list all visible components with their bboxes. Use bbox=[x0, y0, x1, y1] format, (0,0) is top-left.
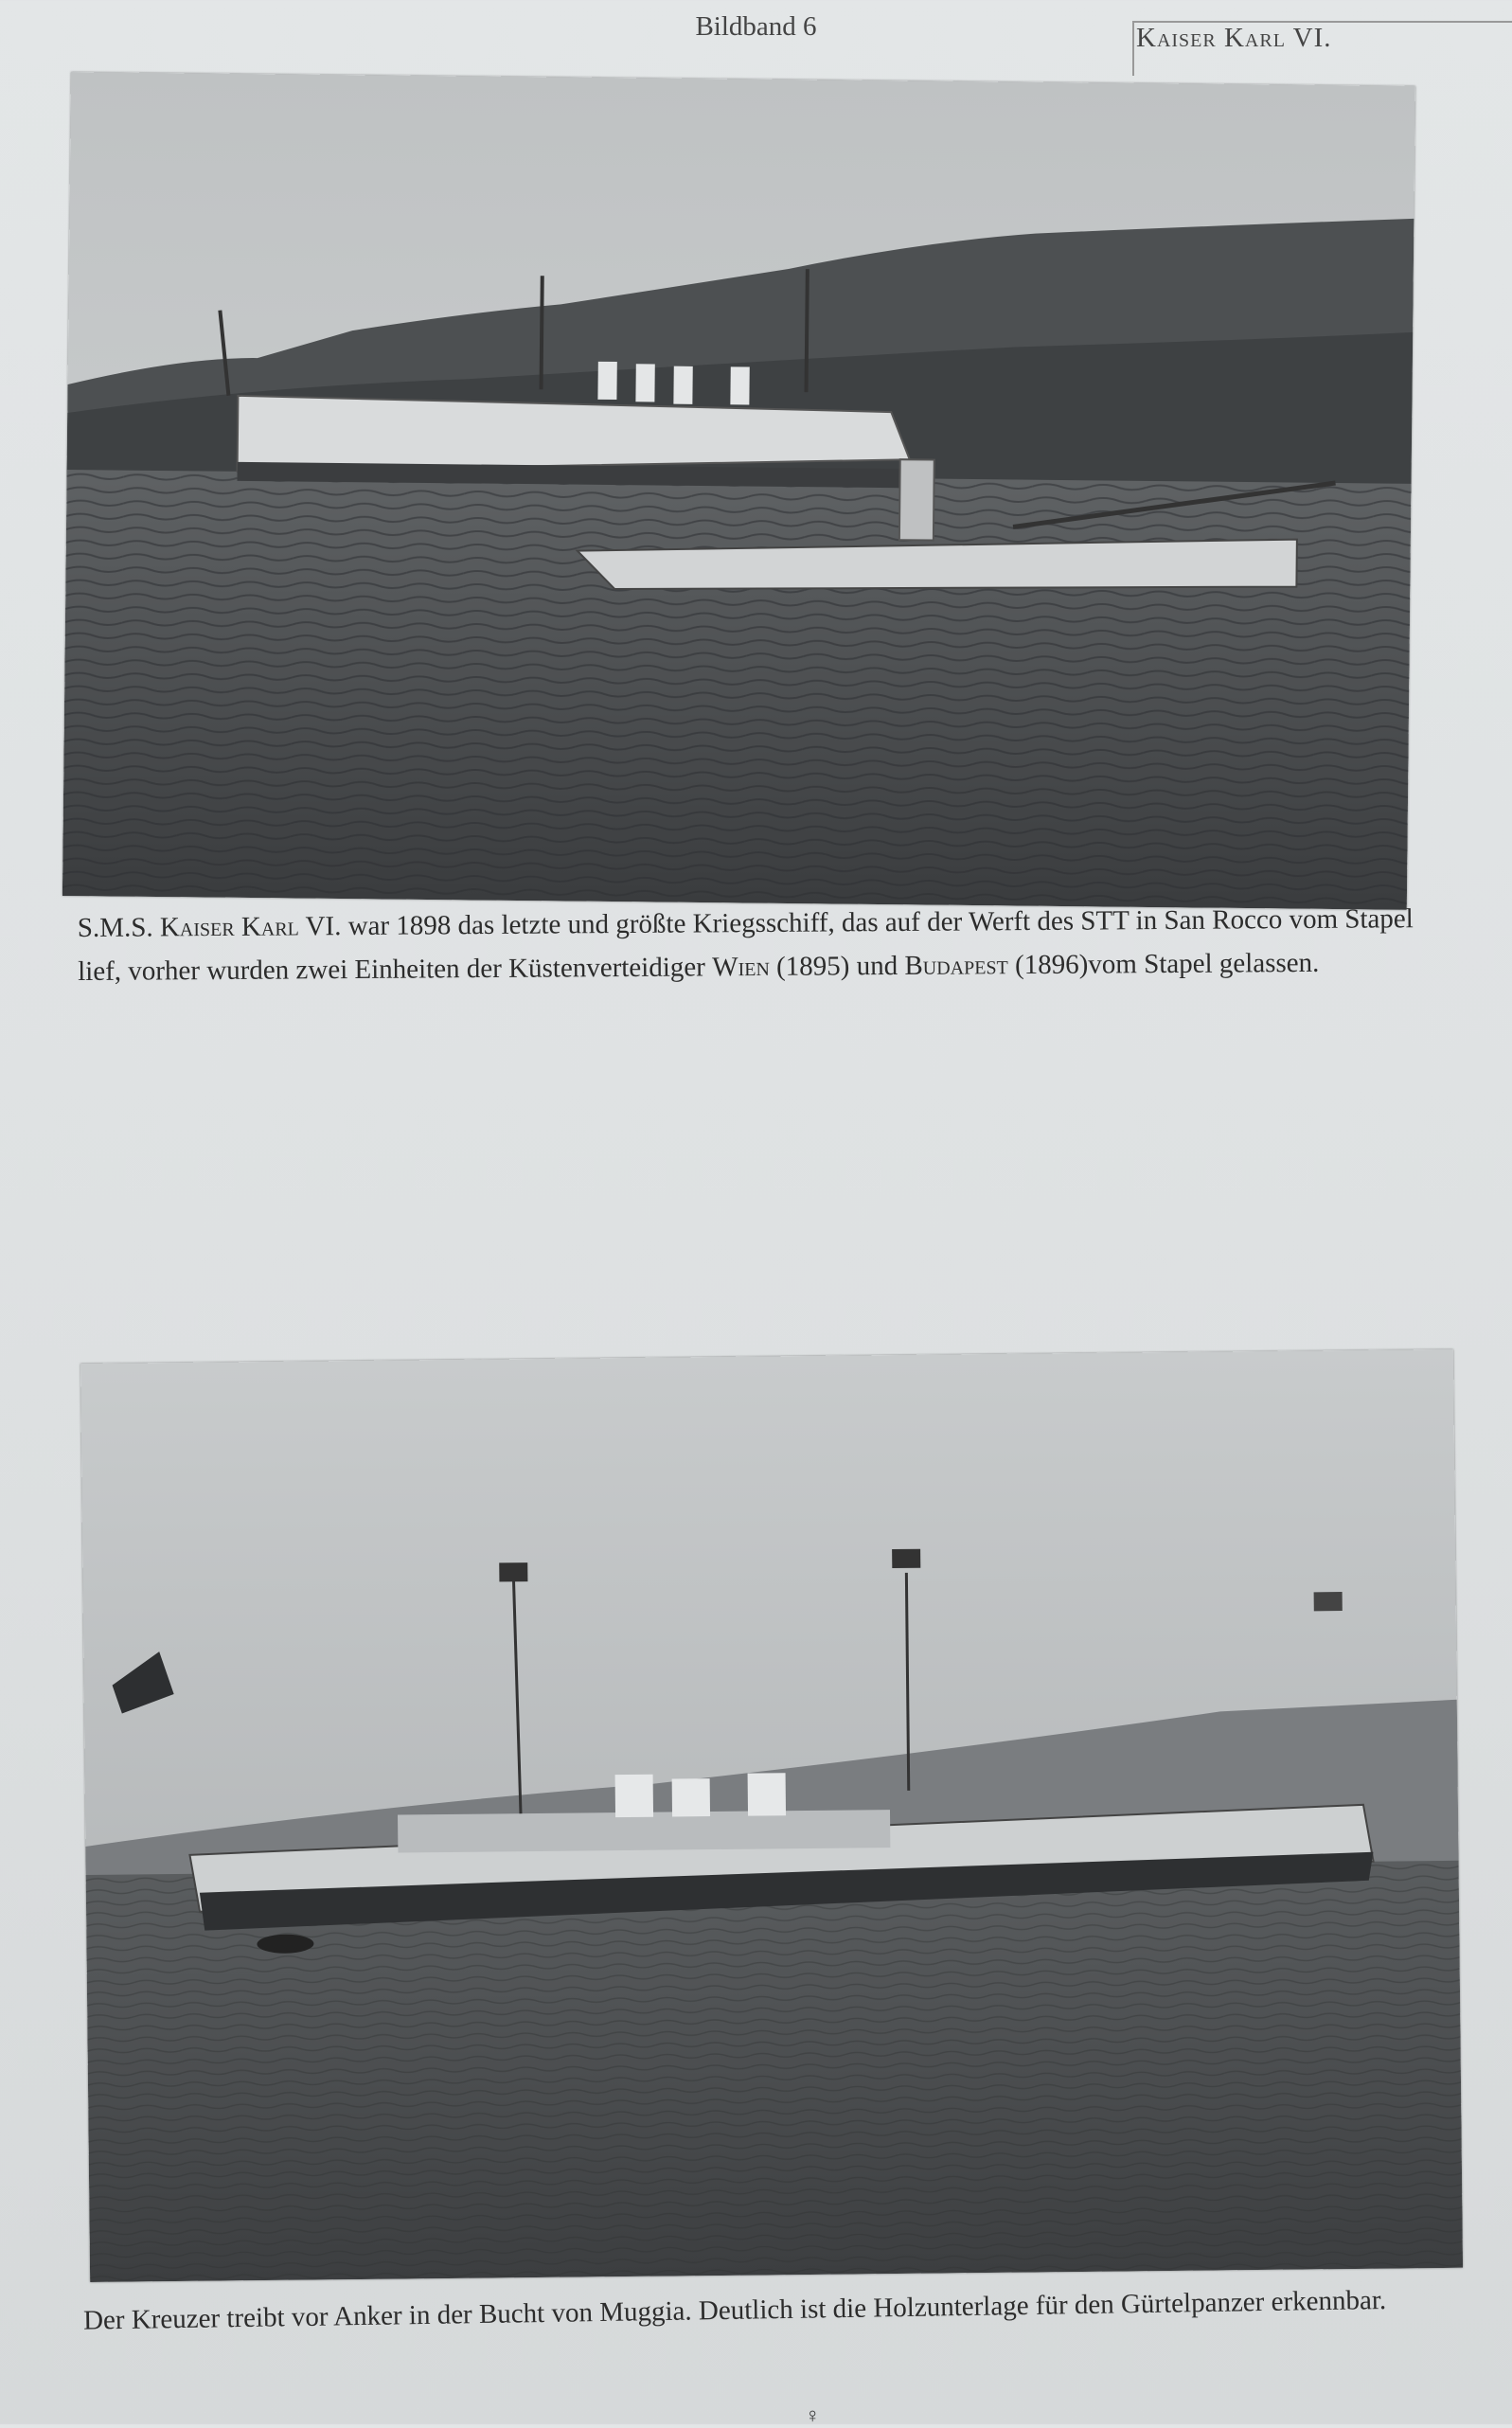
photo-ship-launch bbox=[62, 72, 1415, 910]
ship-name-kaiser-karl: Kaiser Karl bbox=[159, 911, 299, 943]
caption-1-part: VI. war 1898 das letzte und größte Kriegsschiff, das auf der Werft des STT in San Rocco vom Stapel lief, vorher wurden zwei Einheiten der Küstenverteidiger bbox=[78, 903, 1414, 988]
running-header-left: Bildband 6 bbox=[695, 11, 817, 42]
caption-1-part: (1895) und bbox=[769, 950, 905, 982]
photo-cruiser-at-anchor bbox=[80, 1349, 1463, 2282]
caption-1-part: (1896)vom Stapel gelassen. bbox=[1007, 947, 1320, 981]
ship-name-budapest: Budapest bbox=[904, 950, 1008, 981]
ship-name-wien: Wien bbox=[712, 951, 770, 983]
page-ornament-icon: ♀ bbox=[805, 2403, 821, 2427]
caption-photo-1 bbox=[78, 897, 1442, 993]
caption-1-part: S.M.S. bbox=[77, 912, 161, 944]
running-header-right: Kaiser Karl VI. bbox=[1136, 23, 1332, 53]
caption-photo-2: Der Kreuzer treibt vor Anker in der Bucht von Muggia. Deutlich ist die Holzunterlage für den Gürtelpanzer erkennbar. bbox=[82, 2285, 1387, 2336]
